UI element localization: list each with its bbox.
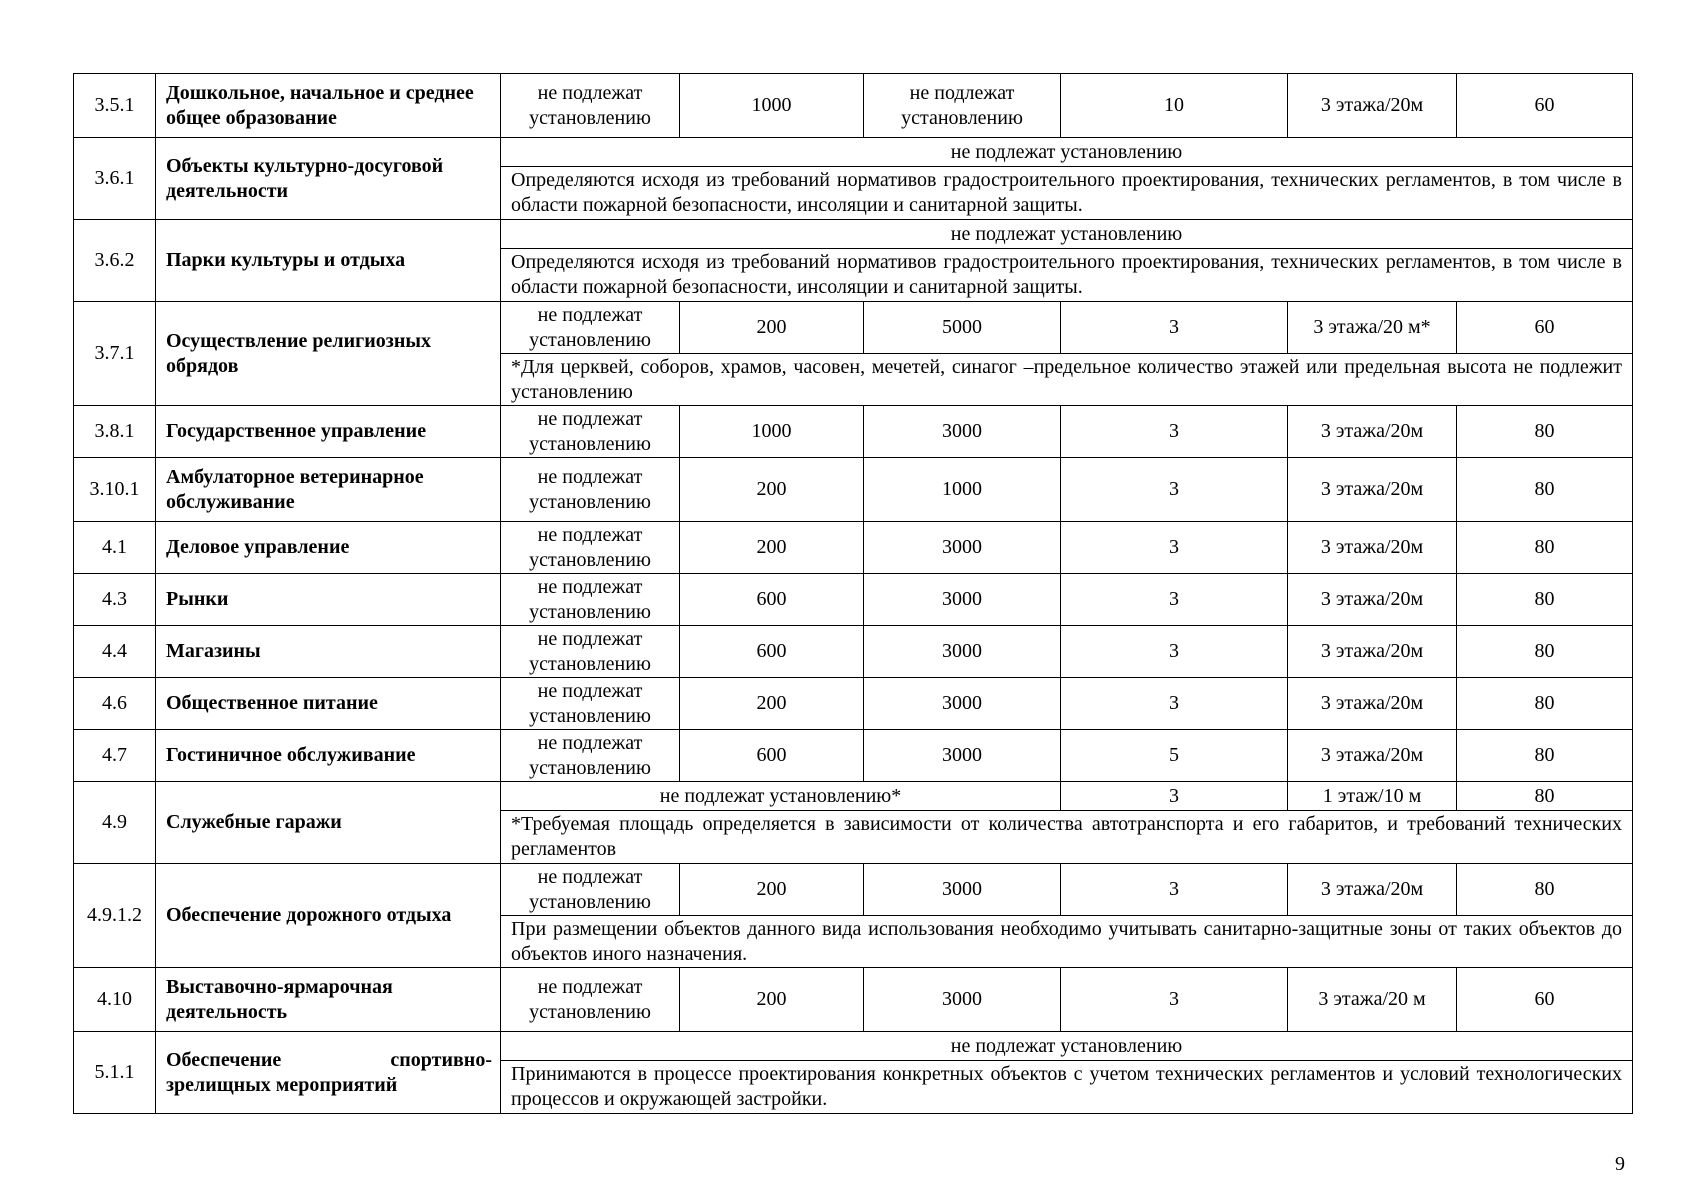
- row-name: Выставочно-ярмарочная деятельность: [156, 968, 501, 1032]
- cell-max-plot-area: 3000: [864, 968, 1061, 1032]
- cell-setback: 5: [1061, 730, 1288, 782]
- table-row: [74, 968, 1633, 1032]
- row-note: При размещении объектов данного вида использования необходимо учитывать санитарно-защитные зоны от таких объектов до объектов иного назначения.: [501, 916, 1633, 968]
- cell-setback: 3: [1061, 782, 1288, 811]
- cell-span-value: не подлежат установлению: [501, 1032, 1633, 1061]
- row-name: Общественное питание: [156, 678, 501, 730]
- cell-max-plot-area: 5000: [864, 302, 1061, 354]
- cell-setback: 3: [1061, 302, 1288, 354]
- cell-min-plot-width: не подлежат установлению: [501, 74, 680, 138]
- cell-max-floors-height: 3 этажа/20м: [1288, 458, 1457, 522]
- table-row: [74, 864, 1633, 916]
- cell-max-coverage: 80: [1457, 782, 1633, 811]
- cell-setback: 3: [1061, 574, 1288, 626]
- row-code: 4.10: [74, 968, 156, 1032]
- row-code: 5.1.1: [74, 1032, 156, 1114]
- cell-min-plot-area: 200: [680, 522, 864, 574]
- table-row: [74, 626, 1633, 678]
- cell-max-coverage: 60: [1457, 74, 1633, 138]
- cell-min-plot-area: 600: [680, 626, 864, 678]
- row-name: Объекты культурно-досуговой деятельности: [156, 138, 501, 220]
- cell-max-floors-height: 3 этажа/20м: [1288, 678, 1457, 730]
- cell-max-floors-height: 3 этажа/20м: [1288, 74, 1457, 138]
- table-row: [74, 220, 1633, 249]
- cell-max-plot-area: 3000: [864, 678, 1061, 730]
- table-row: [74, 782, 1633, 811]
- cell-min-plot-area: 1000: [680, 74, 864, 138]
- row-name: Служебные гаражи: [156, 782, 501, 864]
- cell-span-value: не подлежат установлению*: [501, 782, 1061, 811]
- table-row: [74, 74, 1633, 138]
- cell-min-plot-area: 200: [680, 302, 864, 354]
- row-name: Парки культуры и отдыха: [156, 220, 501, 302]
- row-code: 4.1: [74, 522, 156, 574]
- cell-span-value: не подлежат установлению: [501, 138, 1633, 167]
- cell-max-coverage: 80: [1457, 730, 1633, 782]
- cell-max-plot-area: не подлежат установлению: [864, 74, 1061, 138]
- cell-max-plot-area: 3000: [864, 730, 1061, 782]
- cell-max-coverage: 80: [1457, 626, 1633, 678]
- cell-min-plot-width: не подлежат установлению: [501, 574, 680, 626]
- cell-setback: 3: [1061, 522, 1288, 574]
- cell-max-plot-area: 3000: [864, 406, 1061, 458]
- table-row: [74, 406, 1633, 458]
- cell-max-floors-height: 3 этажа/20 м: [1288, 968, 1457, 1032]
- row-name: Дошкольное, начальное и среднее общее образование: [156, 74, 501, 138]
- row-note: *Требуемая площадь определяется в зависимости от количества автотранспорта и его габаритов, и требований технических регламентов: [501, 811, 1633, 864]
- cell-min-plot-area: 600: [680, 730, 864, 782]
- table-row: [74, 678, 1633, 730]
- cell-min-plot-area: 200: [680, 968, 864, 1032]
- cell-max-plot-area: 1000: [864, 458, 1061, 522]
- table-row: [74, 574, 1633, 626]
- cell-max-floors-height: 1 этаж/10 м: [1288, 782, 1457, 811]
- cell-max-floors-height: 3 этажа/20м: [1288, 730, 1457, 782]
- row-code: 3.10.1: [74, 458, 156, 522]
- cell-setback: 3: [1061, 458, 1288, 522]
- cell-max-coverage: 80: [1457, 678, 1633, 730]
- cell-min-plot-area: 1000: [680, 406, 864, 458]
- row-name: Деловое управление: [156, 522, 501, 574]
- cell-max-coverage: 80: [1457, 406, 1633, 458]
- row-code: 4.4: [74, 626, 156, 678]
- cell-min-plot-area: 200: [680, 678, 864, 730]
- cell-max-plot-area: 3000: [864, 574, 1061, 626]
- cell-max-floors-height: 3 этажа/20м: [1288, 626, 1457, 678]
- row-name: Магазины: [156, 626, 501, 678]
- cell-max-plot-area: 3000: [864, 864, 1061, 916]
- cell-min-plot-width: не подлежат установлению: [501, 968, 680, 1032]
- table-row: [74, 522, 1633, 574]
- row-name: Государственное управление: [156, 406, 501, 458]
- cell-max-floors-height: 3 этажа/20 м*: [1288, 302, 1457, 354]
- row-note: Определяются исходя из требований нормативов градостроительного проектирования, технических регламентов, в том числе в области пожарной безопасности, инсоляции и санитарной защиты.: [501, 167, 1633, 220]
- cell-min-plot-width: не подлежат установлению: [501, 730, 680, 782]
- row-name: Обеспечение спортивно-зрелищных мероприятий: [156, 1032, 501, 1114]
- cell-max-floors-height: 3 этажа/20м: [1288, 522, 1457, 574]
- cell-setback: 3: [1061, 406, 1288, 458]
- cell-max-coverage: 80: [1457, 574, 1633, 626]
- row-name: Обеспечение дорожного отдыха: [156, 864, 501, 968]
- cell-min-plot-area: 200: [680, 458, 864, 522]
- row-code: 4.3: [74, 574, 156, 626]
- cell-span-value: не подлежат установлению: [501, 220, 1633, 249]
- cell-max-floors-height: 3 этажа/20м: [1288, 864, 1457, 916]
- row-code: 4.7: [74, 730, 156, 782]
- row-name: Рынки: [156, 574, 501, 626]
- cell-min-plot-width: не подлежат установлению: [501, 864, 680, 916]
- table-row: [74, 302, 1633, 354]
- row-note: Принимаются в процессе проектирования конкретных объектов с учетом технических регламентов и условий технологических процессов и окружающей застройки.: [501, 1061, 1633, 1114]
- table-row: [74, 730, 1633, 782]
- cell-min-plot-width: не подлежат установлению: [501, 458, 680, 522]
- row-name: Амбулаторное ветеринарное обслуживание: [156, 458, 501, 522]
- row-code: 3.6.2: [74, 220, 156, 302]
- cell-min-plot-area: 600: [680, 574, 864, 626]
- row-code: 4.6: [74, 678, 156, 730]
- cell-max-floors-height: 3 этажа/20м: [1288, 406, 1457, 458]
- cell-min-plot-area: 200: [680, 864, 864, 916]
- cell-setback: 3: [1061, 626, 1288, 678]
- cell-min-plot-width: не подлежат установлению: [501, 406, 680, 458]
- cell-max-plot-area: 3000: [864, 522, 1061, 574]
- row-code: 3.6.1: [74, 138, 156, 220]
- cell-setback: 3: [1061, 968, 1288, 1032]
- cell-min-plot-width: не подлежат установлению: [501, 626, 680, 678]
- cell-min-plot-width: не подлежат установлению: [501, 678, 680, 730]
- row-name: Гостиничное обслуживание: [156, 730, 501, 782]
- cell-max-coverage: 80: [1457, 864, 1633, 916]
- cell-max-coverage: 80: [1457, 458, 1633, 522]
- row-code: 4.9: [74, 782, 156, 864]
- page-number: 9: [1615, 1153, 1625, 1175]
- table-row: [74, 458, 1633, 522]
- cell-min-plot-width: не подлежат установлению: [501, 522, 680, 574]
- row-note: *Для церквей, соборов, храмов, часовен, мечетей, синагог –предельное количество этажей или предельная высота не подлежит установлению: [501, 354, 1633, 406]
- row-code: 3.7.1: [74, 302, 156, 406]
- cell-max-coverage: 60: [1457, 302, 1633, 354]
- cell-max-coverage: 80: [1457, 522, 1633, 574]
- cell-max-plot-area: 3000: [864, 626, 1061, 678]
- cell-setback: 3: [1061, 864, 1288, 916]
- table-row: [74, 138, 1633, 167]
- row-code: 4.9.1.2: [74, 864, 156, 968]
- row-note: Определяются исходя из требований нормативов градостроительного проектирования, технических регламентов, в том числе в области пожарной безопасности, инсоляции и санитарной защиты.: [501, 249, 1633, 302]
- row-name: Осуществление религиозных обрядов: [156, 302, 501, 406]
- cell-max-coverage: 60: [1457, 968, 1633, 1032]
- cell-max-floors-height: 3 этажа/20м: [1288, 574, 1457, 626]
- cell-setback: 3: [1061, 678, 1288, 730]
- row-code: 3.8.1: [74, 406, 156, 458]
- table-row: [74, 1032, 1633, 1061]
- row-code: 3.5.1: [74, 74, 156, 138]
- cell-setback: 10: [1061, 74, 1288, 138]
- cell-min-plot-width: не подлежат установлению: [501, 302, 680, 354]
- land-use-regulations-table: [73, 73, 1633, 1114]
